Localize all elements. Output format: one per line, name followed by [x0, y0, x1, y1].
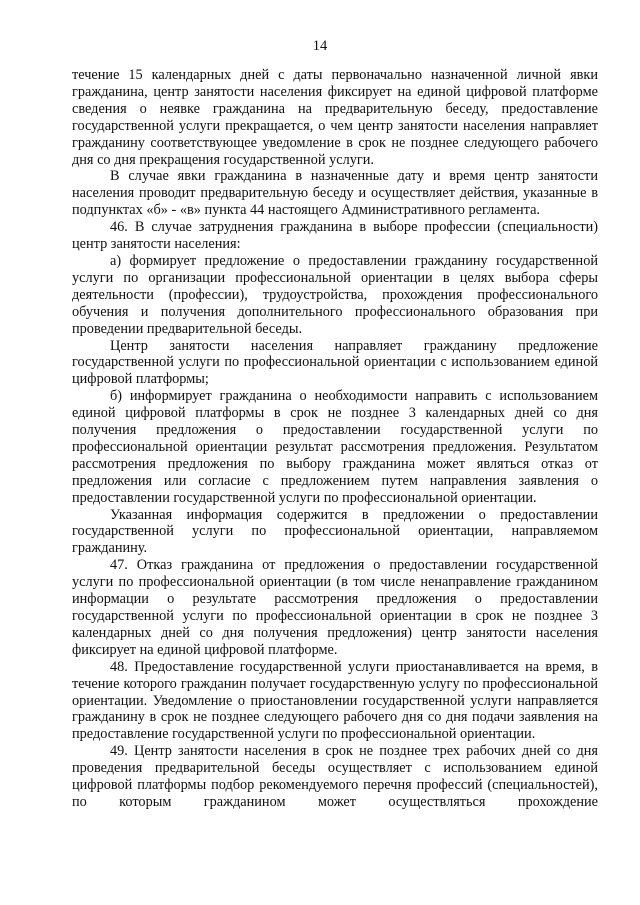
- paragraph-continuation: течение 15 календарных дней с даты первоначально назначенной личной явки гражданина, центр занятости населения фиксирует на единой цифровой платформе сведения о неявке гражданина на предварительную беседу, предоставление государственной услуги прекращается, о чем центр занятости населения направляет гражданину соответствующее уведомление в срок не позднее следующего рабочего дня со дня прекращения государственной услуги.: [72, 67, 598, 168]
- paragraph-attendance: В случае явки гражданина в назначенные дату и время центр занятости населения проводит предварительную беседу и осуществляет действия, указанные в подпунктах «б» - «в» пункта 44 настоящего Административного регламента.: [72, 168, 598, 219]
- paragraph-46-a-sending: Центр занятости населения направляет гражданину предложение государственной услуги по профессиональной ориентации с использованием единой цифровой платформы;: [72, 337, 598, 388]
- paragraph-46-info: Указанная информация содержится в предложении о предоставлении государственной услуги по профессиональной ориентации, направляемом гражданину.: [72, 506, 598, 557]
- paragraph-46: 46. В случае затруднения гражданина в выборе профессии (специальности) центр занятости населения:: [72, 219, 598, 253]
- document-body: [72, 67, 598, 811]
- paragraph-48: 48. Предоставление государственной услуги приостанавливается на время, в течение которого гражданин получает государственную услугу по профессиональной ориентации. Уведомление о приостановлении государственной услуги направляется гражданину в срок не позднее следующего рабочего дня со дня подачи заявления на предоставление государственной услуги по профессиональной ориентации.: [72, 658, 598, 743]
- page-number: 14: [312, 38, 328, 54]
- paragraph-46-a: а) формирует предложение о предоставлении гражданину государственной услуги по организации профессиональной ориентации в целях выбора сферы деятельности (профессии), трудоустройства, прохождения профессионального обучения и получения дополнительного профессионального образования при проведении предварительной беседы.: [72, 252, 598, 337]
- paragraph-49: 49. Центр занятости населения в срок не позднее трех рабочих дней со дня проведения предварительной беседы осуществляет с использованием единой цифровой платформы подбор рекомендуемого перечня профессий (специальностей), по которым гражданином может осуществляться прохождение: [72, 743, 598, 810]
- paragraph-46-b: б) информирует гражданина о необходимости направить с использованием единой цифровой платформы в срок не позднее 3 календарных дней со дня получения предложения о предоставлении государственной услуги по профессиональной ориентации результат рассмотрения предложения. Результатом рассмотрения предложения по выбору гражданина может являться отказ от предложения или согласие с предложением путем направления заявления о предоставлении государственной услуги по профессиональной ориентации.: [72, 388, 598, 506]
- paragraph-47: 47. Отказ гражданина от предложения о предоставлении государственной услуги по профессиональной ориентации (в том числе ненаправление гражданином информации о результате рассмотрения предложения о предоставлении государственной услуги по профессиональной ориентации в срок не позднее 3 календарных дней со дня получения предложения) центр занятости населения фиксирует на единой цифровой платформе.: [72, 557, 598, 658]
